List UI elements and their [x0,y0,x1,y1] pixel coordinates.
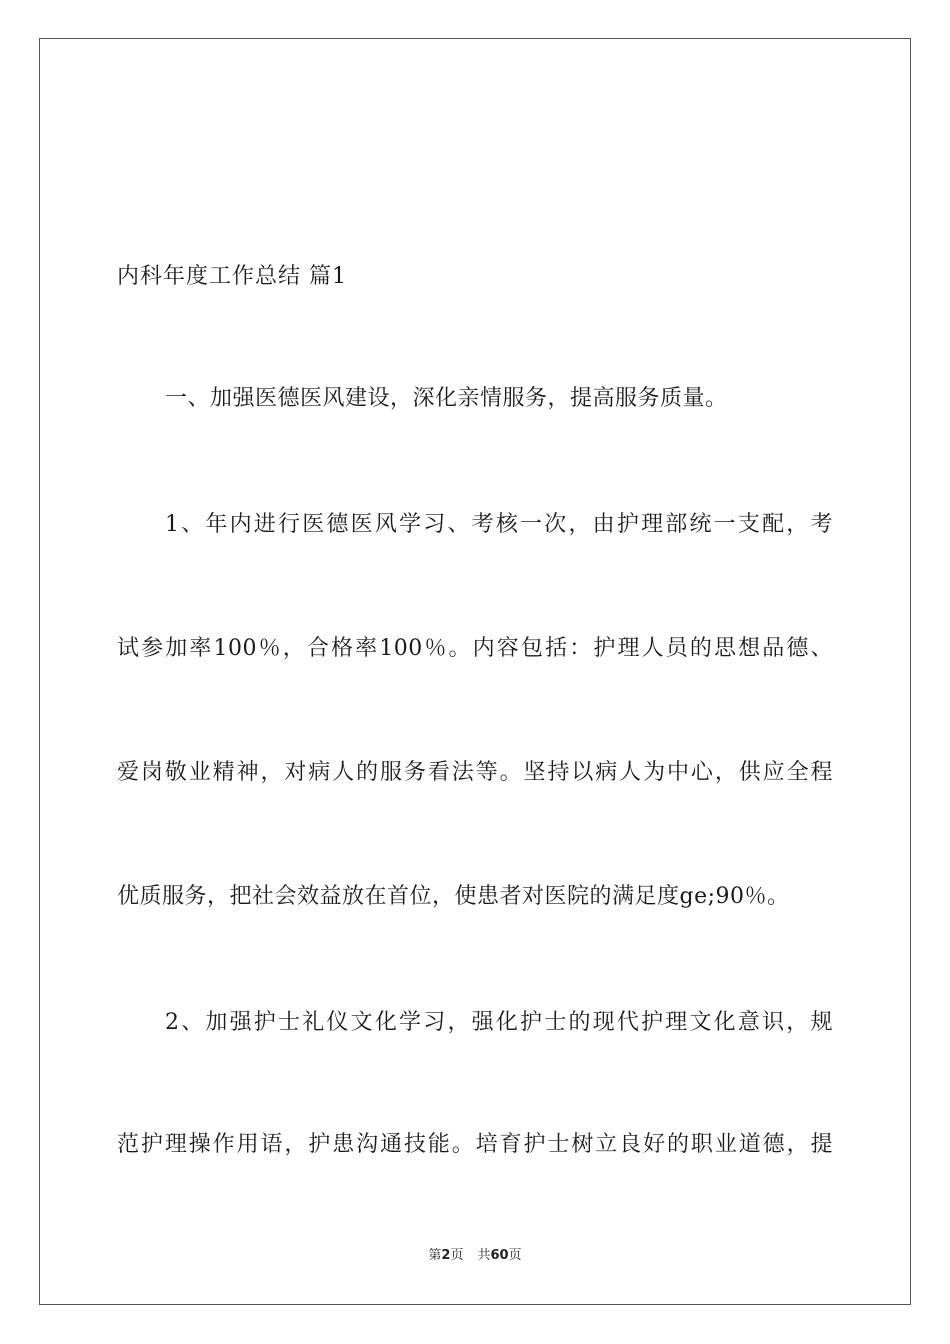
page-footer [0,1247,950,1265]
paragraph-line: 1、年内进行医德医风学习、考核一次，由护理部统一支配，考 [165,512,833,537]
page-total: 60 [490,1248,509,1263]
page-prefix: 第 [428,1248,442,1263]
total-suffix: 页 [508,1248,522,1263]
paragraph-line: 试参加率100％，合格率100％。内容包括：护理人员的思想品德、 [117,636,834,661]
paragraph-line: 优质服务，把社会效益放在首位，使患者对医院的满足度ge;90％。 [117,884,790,909]
total-prefix: 共 [477,1248,491,1263]
page-suffix: 页 [450,1248,464,1263]
paragraph-line: 2、加强护士礼仪文化学习，强化护士的现代护理文化意识，规 [165,1010,833,1035]
section-heading: 一、加强医德医风建设，深化亲情服务，提高服务质量。 [165,386,728,411]
paragraph-line: 范护理操作用语，护患沟通技能。培育护士树立良好的职业道德，提 [117,1132,833,1157]
page-current: 2 [441,1248,451,1263]
document-title: 内科年度工作总结 篇1 [117,264,347,289]
paragraph-line: 爱岗敬业精神，对病人的服务看法等。坚持以病人为中心，供应全程 [117,760,833,785]
page-border [39,38,911,1305]
